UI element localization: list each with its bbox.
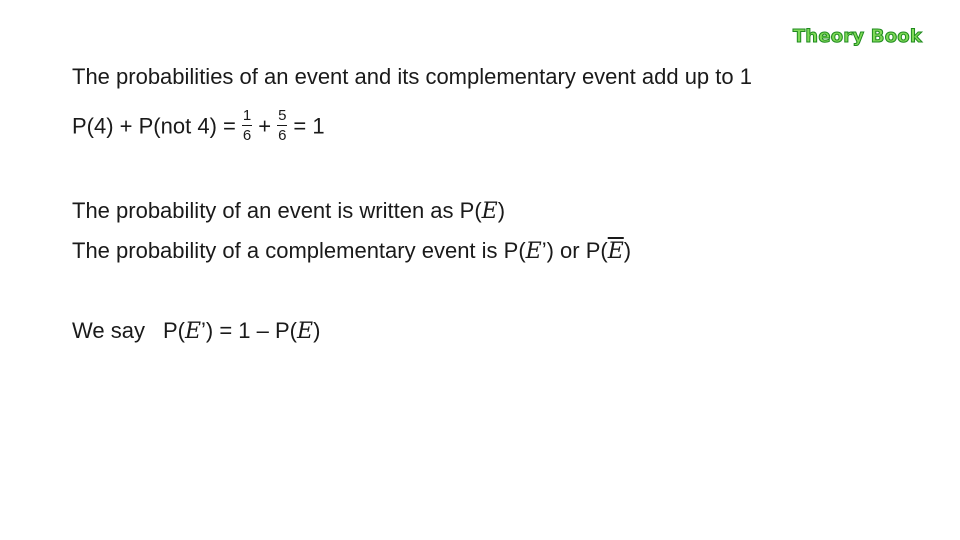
complement-notation-statement [72, 237, 631, 266]
fraction-numerator: 5 [278, 107, 287, 124]
fraction-one-sixth [242, 108, 252, 143]
complement-notation-mid: ’) or P( [541, 238, 608, 263]
event-notation-close: ) [497, 198, 506, 223]
event-variable: E [481, 199, 498, 224]
event-notation-statement [72, 197, 505, 226]
equation-lhs: P(4) + P(not 4) = [72, 113, 236, 139]
event-variable: E [297, 319, 314, 344]
event-notation-text: The probability of an event is written as P( [72, 198, 482, 223]
fraction-denominator: 6 [242, 127, 252, 144]
probability-sum-equation [72, 107, 325, 145]
fraction-five-sixths [277, 108, 287, 143]
complement-notation-text: The probability of a complementary event is P( [72, 238, 526, 263]
event-variable: E [184, 319, 202, 344]
formula-mid: ’) = 1 – P( [201, 318, 297, 343]
complement-formula [72, 317, 320, 346]
complement-rule-statement: The probabilities of an event and its complementary event add up to 1 [72, 64, 752, 89]
formula-p-open: P( [162, 318, 185, 343]
event-variable: E [525, 239, 542, 264]
complement-notation-close: ) [623, 238, 632, 263]
equation-plus: + [258, 113, 272, 139]
fraction-numerator: 1 [242, 107, 252, 124]
formula-close: ) [313, 318, 321, 343]
formula-lead: We say [72, 318, 145, 343]
fraction-denominator: 6 [278, 127, 287, 144]
equation-rhs: = 1 [293, 113, 325, 139]
event-variable-bar: $\overline{E}$ [607, 239, 624, 264]
theory-book-badge: Theory Book [792, 26, 922, 47]
